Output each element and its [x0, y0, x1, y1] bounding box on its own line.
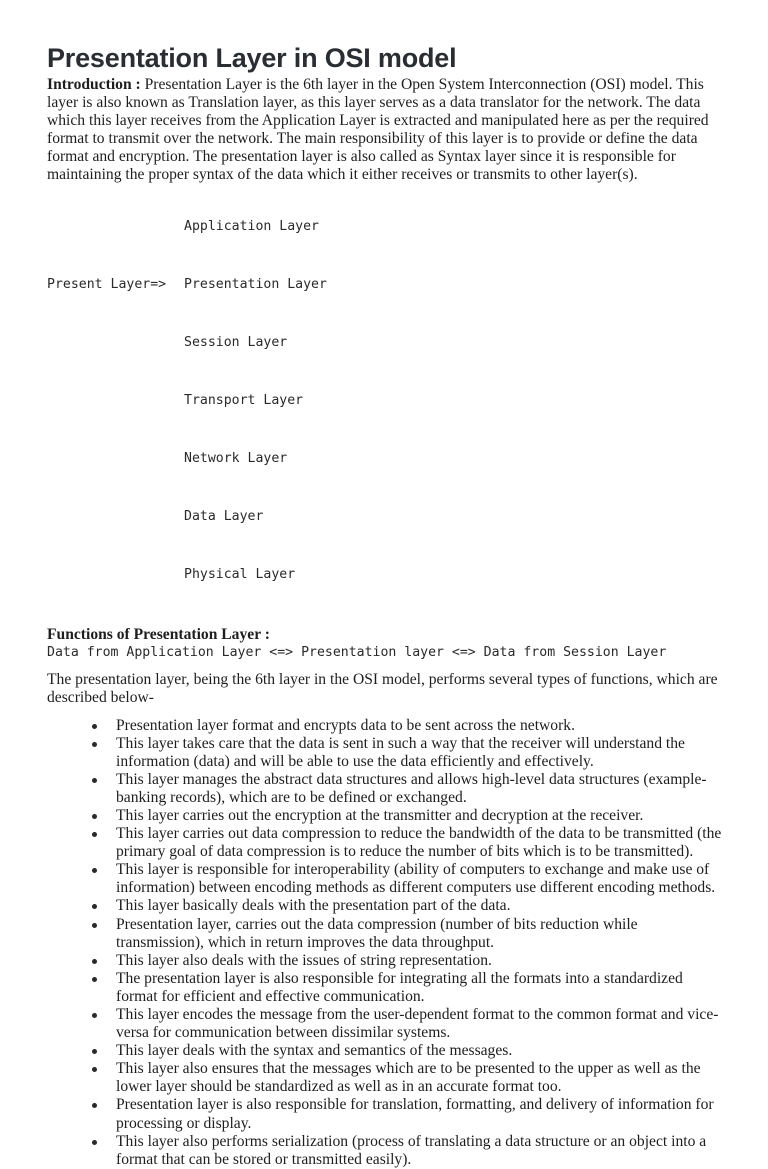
functions-description: The presentation layer, being the 6th layer in the OSI model, performs several types of functions, which are described below-: [47, 671, 718, 707]
layer-row-physical: [47, 567, 727, 593]
bullet-icon: [92, 1049, 97, 1054]
bullet-icon: [92, 724, 97, 729]
layer-row-presentation: [47, 277, 727, 303]
layer-row-transport: [47, 393, 727, 419]
layer-label: Application Layer: [184, 218, 319, 234]
layer-label: Network Layer: [184, 450, 288, 466]
layer-label: Physical Layer: [184, 567, 296, 583]
list-item: This layer also deals with the issues of string representation.: [47, 952, 727, 970]
layer-row-data: [47, 509, 727, 535]
list-item: This layer carries out data compression to reduce the bandwidth of the data to be transmitted (the primary goal of data compression is to reduce the number of bits which is to be transmitted).: [47, 825, 727, 861]
layer-row-application: [47, 219, 727, 245]
functions-heading: Functions of Presentation Layer :: [47, 626, 270, 644]
list-item: The presentation layer is also responsible for integrating all the formats into a standardized format for efficient and effective communication.: [47, 970, 727, 1006]
list-item: Presentation layer is also responsible for translation, formatting, and delivery of information for processing or display.: [47, 1096, 727, 1132]
bullet-icon: [92, 1067, 97, 1072]
bullet-icon: [92, 832, 97, 837]
bullet-icon: [92, 778, 97, 783]
bullet-icon: [92, 868, 97, 873]
osi-layer-stack: [47, 187, 727, 626]
layer-label: Session Layer: [184, 334, 288, 350]
bullet-icon: [92, 1140, 97, 1145]
document-page: [47, 40, 727, 1169]
bullet-icon: [92, 977, 97, 982]
bullet-icon: [92, 1103, 97, 1108]
list-item: This layer also performs serialization (process of translating a data structure or an object into a format that can be stored or transmitted easily).: [47, 1133, 727, 1169]
intro-paragraph: [47, 76, 727, 185]
list-item: This layer manages the abstract data structures and allows high-level data structures (example- banking records), which are to be defined or exchanged.: [47, 771, 727, 807]
intro-text: Presentation Layer is the 6th layer in the Open System Interconnection (OSI) model. This layer is also known as Translation layer, as this layer serves as a data translator for the network. The data which this layer receives from the Application Layer is extracted and manipulated here as per the required format to transmit over the network. The main responsibility of this layer is to provide or define the data format and encryption. The presentation layer is also called as Syntax layer since it is responsible for maintaining the proper syntax of the data which it either receives or transmits to other layer(s).: [47, 76, 709, 184]
layer-label: Presentation Layer: [184, 276, 327, 292]
list-item: This layer basically deals with the presentation part of the data.: [47, 897, 727, 915]
bullet-icon: [92, 923, 97, 928]
bullet-icon: [92, 814, 97, 819]
list-item: This layer encodes the message from the user-dependent format to the common format and vice-versa for communication between dissimilar systems.: [47, 1006, 727, 1042]
bullet-icon: [92, 904, 97, 909]
list-item: This layer also ensures that the messages which are to be presented to the upper as well as the lower layer should be standardized as well as in an accurate format too.: [47, 1060, 727, 1096]
current-layer-pointer: Present Layer=>: [47, 276, 167, 292]
layer-label: Transport Layer: [184, 392, 304, 408]
functions-list: [47, 717, 727, 1169]
list-item: Presentation layer format and encrypts data to be sent across the network.: [47, 717, 727, 735]
list-item: This layer carries out the encryption at the transmitter and decryption at the receiver.: [47, 807, 727, 825]
bullet-icon: [92, 959, 97, 964]
bullet-icon: [92, 1013, 97, 1018]
layer-row-session: [47, 335, 727, 361]
layer-label: Data Layer: [184, 509, 264, 525]
layer-row-network: [47, 451, 727, 477]
page-title: Presentation Layer in OSI model: [47, 43, 457, 73]
list-item: Presentation layer, carries out the data compression (number of bits reduction while transmission), which in return improves the data throughput.: [47, 916, 727, 952]
list-item: This layer deals with the syntax and semantics of the messages.: [47, 1042, 727, 1060]
intro-label: Introduction :: [47, 76, 141, 93]
list-item: This layer takes care that the data is sent in such a way that the receiver will understand the information (data) and will be able to use the data efficiently and effectively.: [47, 735, 727, 771]
bullet-icon: [92, 742, 97, 747]
list-item: This layer is responsible for interoperability (ability of computers to exchange and make use of information) between encoding methods as different computers use different encoding methods.: [47, 861, 727, 897]
data-flow-line: Data from Application Layer <=> Presentation layer <=> Data from Session Layer: [47, 645, 667, 661]
